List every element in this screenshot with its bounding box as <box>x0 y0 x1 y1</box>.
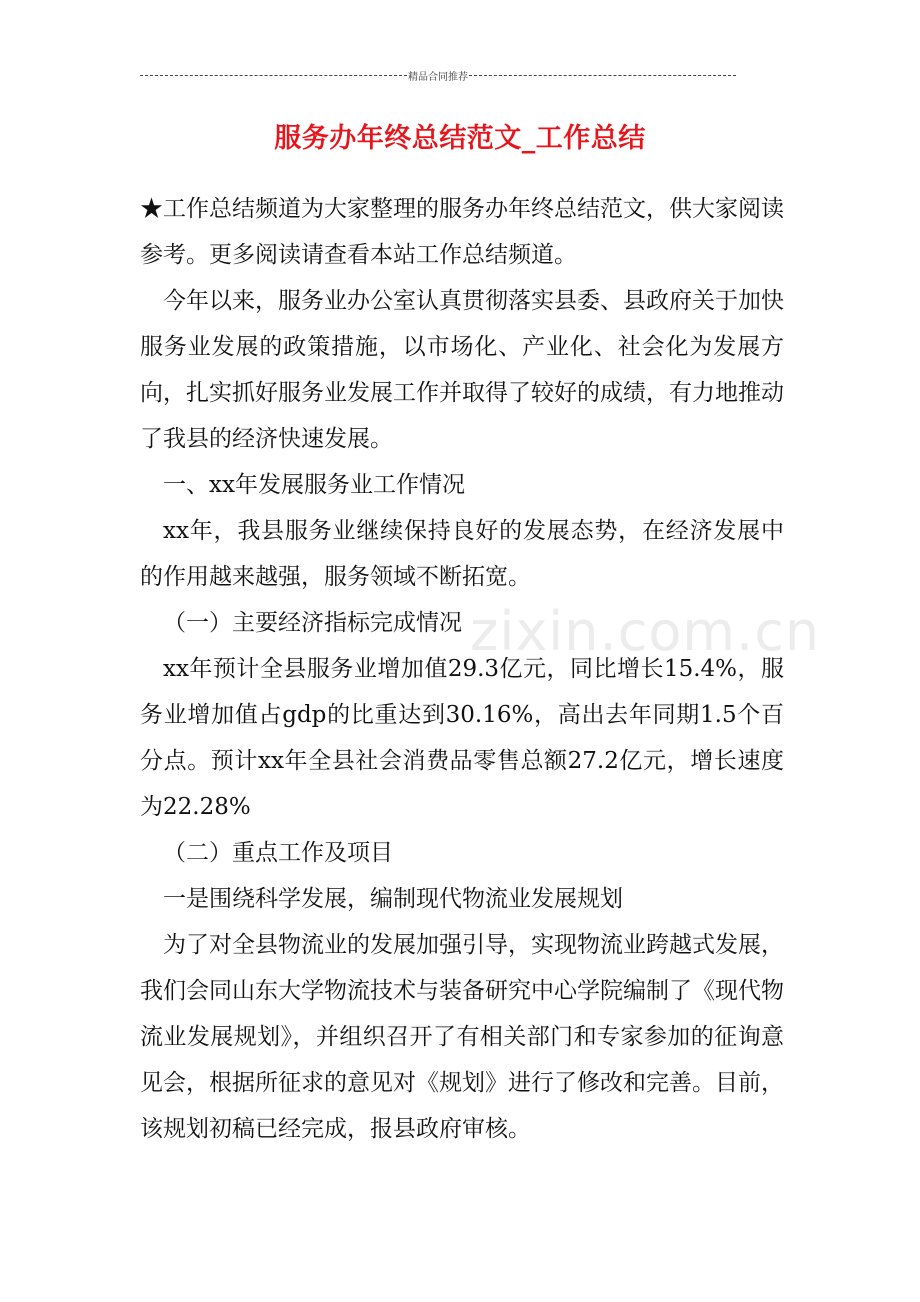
header-dash-right <box>469 75 736 76</box>
body-paragraph: xx年，我县服务业继续保持良好的发展态势，在经济发展中的作用越来越强，服务领域不断拓宽。 <box>140 518 784 590</box>
header-dash-left <box>140 75 407 76</box>
body-paragraph: xx年预计全县服务业增加值29.3亿元，同比增长15.4%，服务业增加值占gdp的比重达到30.16%，高出去年同期1.5个百分点。预计xx年全县社会消费品零售总额27.2亿元，增长速度为22.28% <box>140 656 784 820</box>
watermark: zixin.com.cn <box>470 600 821 663</box>
item-heading: 一是围绕科学发展，编制现代物流业发展规划 <box>163 886 623 912</box>
subsection-heading: （一）主要经济指标完成情况 <box>163 610 462 636</box>
document-body <box>140 186 784 1152</box>
body-paragraph: 为了对全县物流业的发展加强引导，实现物流业跨越式发展，我们会同山东大学物流技术与装备研究中心学院编制了《现代物流业发展规划》，并组织召开了有相关部门和专家参加的征询意见会，根据所征求的意见对《规划》进行了修改和完善。目前，该规划初稿已经完成，报县政府审核。 <box>140 932 784 1142</box>
header-label: 精品合同推荐 <box>408 71 468 83</box>
document-title: 服务办年终总结范文_工作总结 <box>274 123 646 154</box>
body-paragraph: 今年以来，服务业办公室认真贯彻落实县委、县政府关于加快服务业发展的政策措施，以市场化、产业化、社会化为发展方向，扎实抓好服务业发展工作并取得了较好的成绩，有力地推动了我县的经济快速发展。 <box>140 288 784 452</box>
subsection-heading: （二）重点工作及项目 <box>163 840 393 866</box>
intro-paragraph: ★工作总结频道为大家整理的服务办年终总结范文，供大家阅读参考。更多阅读请查看本站工作总结频道。 <box>140 196 784 268</box>
page-header <box>140 66 736 84</box>
section-heading: 一、xx年发展服务业工作情况 <box>163 472 465 498</box>
